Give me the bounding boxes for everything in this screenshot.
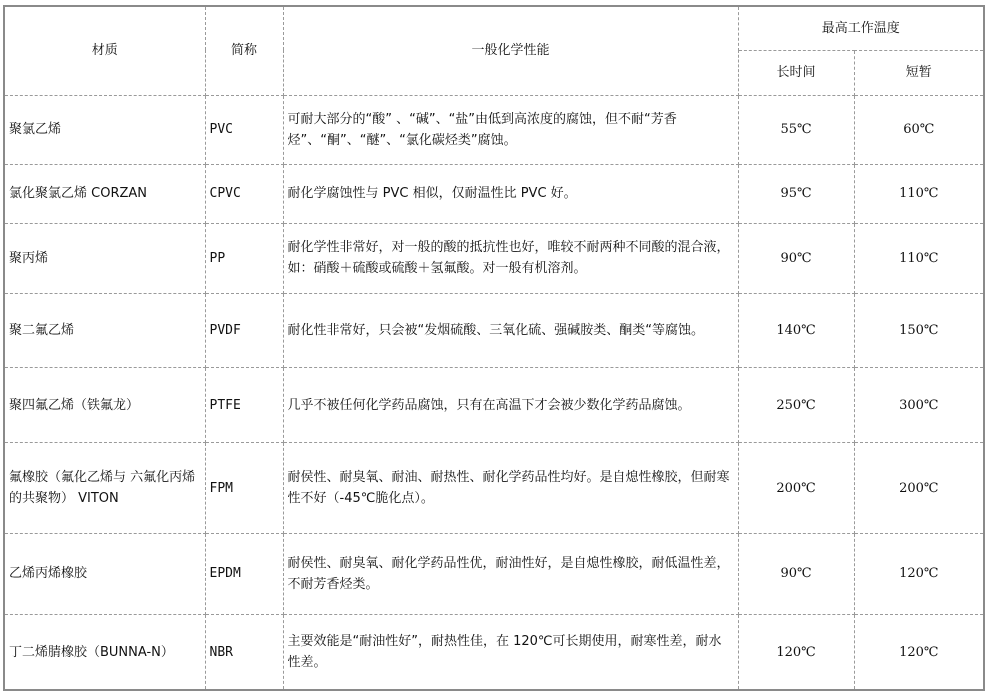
header-chemical-performance: 一般化学性能 bbox=[283, 6, 738, 95]
long-term-temp: 140℃ bbox=[738, 293, 854, 367]
short-term-temp: 110℃ bbox=[854, 164, 984, 223]
short-term-temp: 60℃ bbox=[854, 95, 984, 164]
material-abbr: NBR bbox=[205, 615, 283, 690]
material-abbr: PVDF bbox=[205, 293, 283, 367]
material-abbr: PTFE bbox=[205, 368, 283, 443]
table-row bbox=[4, 293, 984, 367]
table-row bbox=[4, 533, 984, 614]
material-abbr: FPM bbox=[205, 443, 283, 534]
long-term-temp: 55℃ bbox=[738, 95, 854, 164]
header-material: 材质 bbox=[4, 6, 205, 95]
header-long-term: 长时间 bbox=[738, 50, 854, 95]
material-name: 氟橡胶（氟化乙烯与 六氟化丙烯的共聚物） VITON bbox=[4, 443, 205, 534]
short-term-temp: 120℃ bbox=[854, 615, 984, 690]
materials-table bbox=[3, 5, 985, 691]
material-description: 几乎不被任何化学药品腐蚀，只有在高温下才会被少数化学药品腐蚀。 bbox=[283, 368, 738, 443]
material-name: 聚氯乙烯 bbox=[4, 95, 205, 164]
material-name: 聚二氟乙烯 bbox=[4, 293, 205, 367]
material-name: 乙烯丙烯橡胶 bbox=[4, 533, 205, 614]
material-name: 氯化聚氯乙烯 CORZAN bbox=[4, 164, 205, 223]
long-term-temp: 90℃ bbox=[738, 533, 854, 614]
long-term-temp: 200℃ bbox=[738, 443, 854, 534]
table-row bbox=[4, 95, 984, 164]
long-term-temp: 95℃ bbox=[738, 164, 854, 223]
header-max-temp: 最高工作温度 bbox=[738, 6, 984, 50]
table-row bbox=[4, 223, 984, 293]
material-abbr: PP bbox=[205, 223, 283, 293]
table-row bbox=[4, 443, 984, 534]
header-abbr: 简称 bbox=[205, 6, 283, 95]
material-description: 耐侯性、耐臭氧、耐油、耐热性、耐化学药品性均好。是自熄性橡胶，但耐寒性不好（-45℃脆化点）。 bbox=[283, 443, 738, 534]
material-description: 可耐大部分的“酸” 、“碱”、“盐”由低到高浓度的腐蚀，但不耐“芳香烃”、“酮”、“醚”、“氯化碳烃类”腐蚀。 bbox=[283, 95, 738, 164]
material-description: 主要效能是“耐油性好”，耐热性佳，在 120℃可长期使用，耐寒性差，耐水性差。 bbox=[283, 615, 738, 690]
short-term-temp: 150℃ bbox=[854, 293, 984, 367]
long-term-temp: 250℃ bbox=[738, 368, 854, 443]
long-term-temp: 120℃ bbox=[738, 615, 854, 690]
short-term-temp: 120℃ bbox=[854, 533, 984, 614]
material-abbr: CPVC bbox=[205, 164, 283, 223]
material-description: 耐化学腐蚀性与 PVC 相似，仅耐温性比 PVC 好。 bbox=[283, 164, 738, 223]
short-term-temp: 200℃ bbox=[854, 443, 984, 534]
table-row bbox=[4, 615, 984, 690]
table-row bbox=[4, 368, 984, 443]
material-name: 聚丙烯 bbox=[4, 223, 205, 293]
short-term-temp: 300℃ bbox=[854, 368, 984, 443]
material-description: 耐化学性非常好，对一般的酸的抵抗性也好，唯较不耐两种不同酸的混合液，如：硝酸＋硫酸或硫酸＋氢氟酸。对一般有机溶剂。 bbox=[283, 223, 738, 293]
header-short-term: 短暂 bbox=[854, 50, 984, 95]
table-row bbox=[4, 164, 984, 223]
material-abbr: PVC bbox=[205, 95, 283, 164]
material-name: 聚四氟乙烯（铁氟龙） bbox=[4, 368, 205, 443]
material-abbr: EPDM bbox=[205, 533, 283, 614]
material-description: 耐化性非常好，只会被“发烟硫酸、三氧化硫、强碱胺类、酮类“等腐蚀。 bbox=[283, 293, 738, 367]
material-name: 丁二烯腈橡胶（BUNNA-N） bbox=[4, 615, 205, 690]
short-term-temp: 110℃ bbox=[854, 223, 984, 293]
long-term-temp: 90℃ bbox=[738, 223, 854, 293]
material-description: 耐侯性、耐臭氧、耐化学药品性优，耐油性好，是自熄性橡胶，耐低温性差，不耐芳香烃类。 bbox=[283, 533, 738, 614]
